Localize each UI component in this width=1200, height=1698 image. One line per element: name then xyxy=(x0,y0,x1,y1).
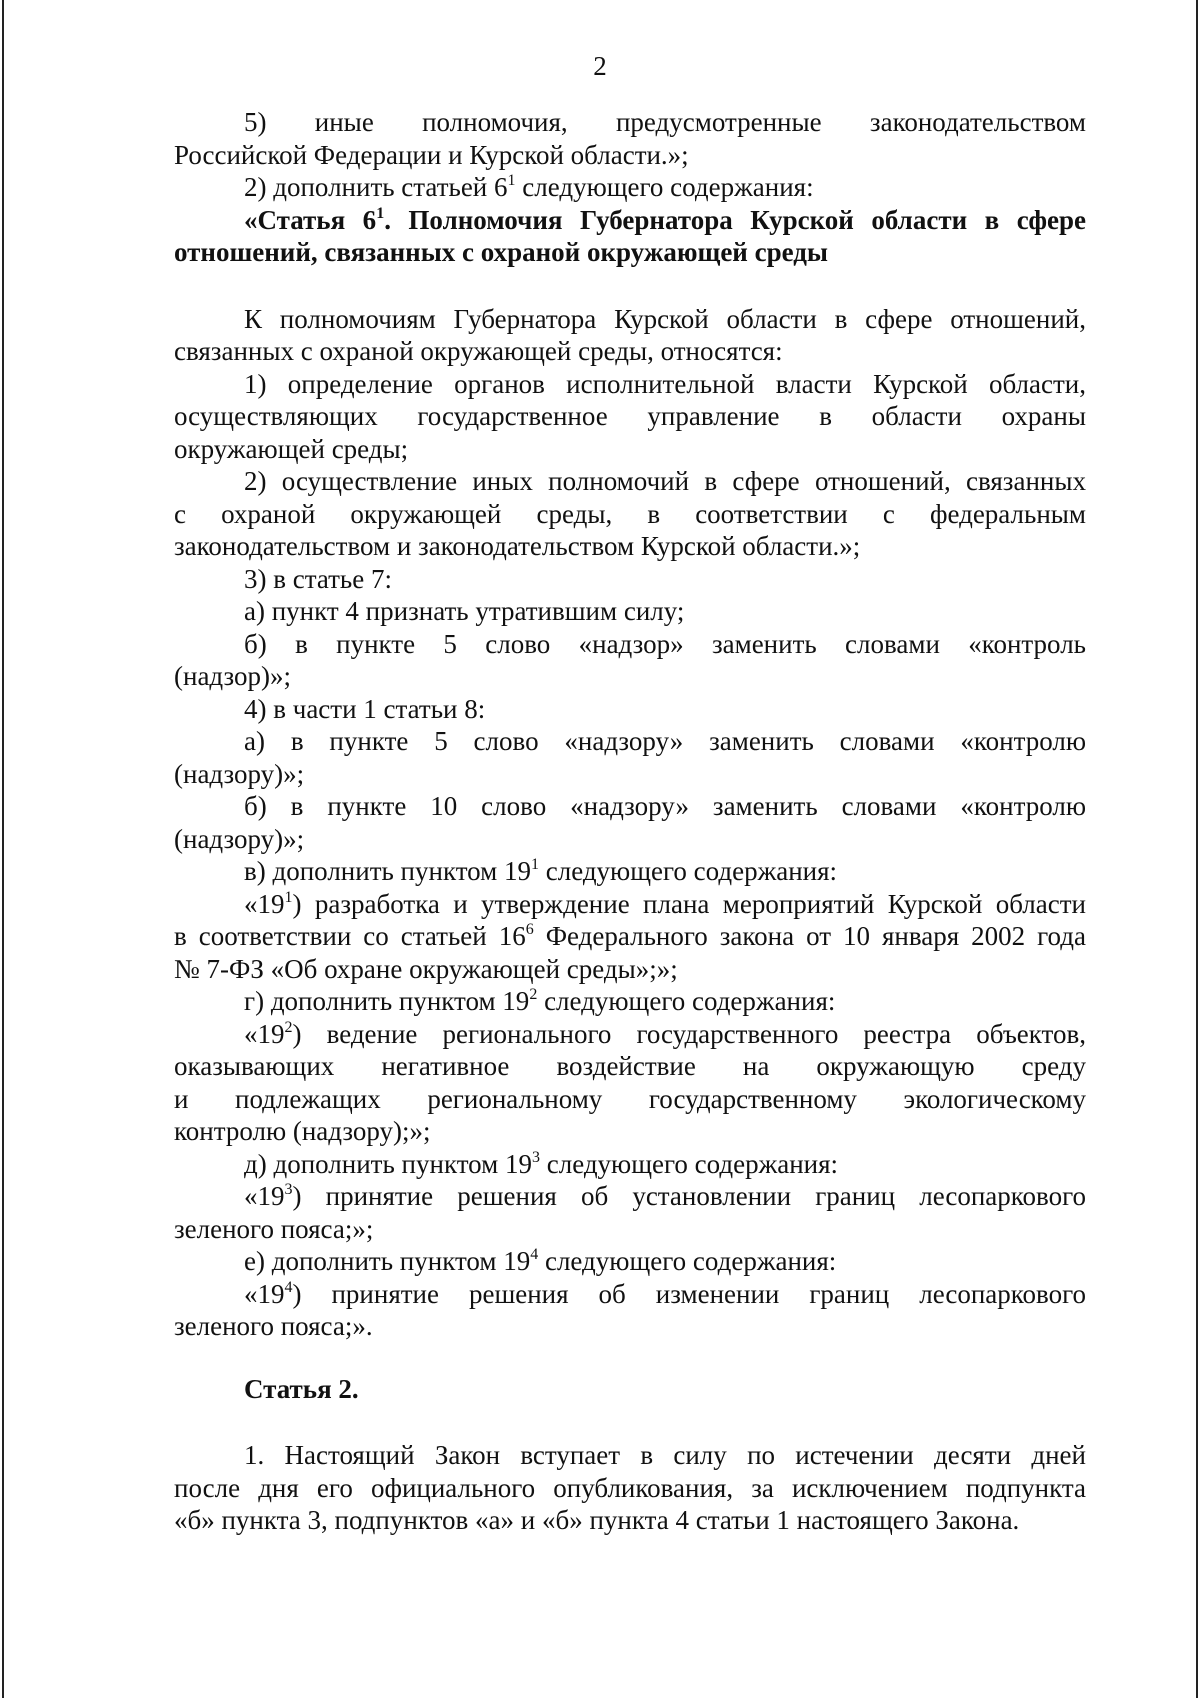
text-segment: следующего содержания: xyxy=(538,856,838,886)
text-line xyxy=(174,1472,1086,1505)
text-segment: 2) осуществление иных полномочий в сфере отношений, связанных xyxy=(244,466,1086,496)
text-segment: 1) определение органов исполнительной власти Курской области, xyxy=(244,368,1086,399)
text-segment: е) дополнить пунктом 19 xyxy=(244,1246,531,1276)
text-line xyxy=(174,1278,1086,1311)
text-segment: зеленого пояса;». xyxy=(174,1311,373,1341)
text-segment: «Статья 6 xyxy=(244,204,377,235)
text-line xyxy=(174,530,1086,563)
text-segment: (надзору)»; xyxy=(174,758,305,789)
text-line xyxy=(174,1115,1086,1148)
spacer xyxy=(174,269,1086,303)
superscript: 6 xyxy=(525,921,534,938)
text-segment: а) в пункте 5 слово «надзору» заменить словами «контролю xyxy=(244,726,1086,756)
text-line xyxy=(174,758,1086,791)
superscript: 2 xyxy=(284,1018,293,1036)
text-line xyxy=(174,1213,1086,1246)
superscript: 1 xyxy=(376,204,385,222)
article-heading xyxy=(174,236,1086,269)
text-segment: № 7-ФЗ «Об охране окружающей среды»;»; xyxy=(174,953,678,984)
text-line xyxy=(174,563,1086,596)
text-line xyxy=(174,1083,1086,1116)
text-segment: Федерального закона от 10 января 2002 года xyxy=(533,921,1086,951)
text-segment: следующего содержания: xyxy=(539,1148,839,1179)
superscript: 1 xyxy=(284,888,293,906)
text-line xyxy=(174,790,1086,823)
text-segment: К полномочиям Губернатора Курской области в сфере отношений, xyxy=(244,303,1086,334)
text-segment: оказывающих негативное воздействие на окружающую среду xyxy=(174,1051,1086,1081)
text-line xyxy=(174,400,1086,433)
spacer xyxy=(174,1343,1086,1373)
text-segment: с охраной окружающей среды, в соответствии с федеральным xyxy=(174,498,1086,529)
text-segment: в соответствии со статьей 16 xyxy=(174,921,526,951)
text-segment: ) принятие решения об изменении границ лесопаркового xyxy=(292,1278,1086,1309)
text-line xyxy=(174,920,1086,953)
text-segment: Статья 2. xyxy=(244,1373,359,1404)
text-segment: и подлежащих региональному государственному экологическому xyxy=(174,1083,1086,1114)
text-segment: (надзор)»; xyxy=(174,661,291,691)
text-line xyxy=(174,628,1086,661)
text-segment: 4) в части 1 статьи 8: xyxy=(244,693,486,724)
text-segment: в) дополнить пунктом 19 xyxy=(244,856,531,886)
text-line xyxy=(174,985,1086,1018)
text-line xyxy=(174,855,1086,888)
text-segment: окружающей среды; xyxy=(174,433,409,464)
text-line xyxy=(174,139,1086,172)
text-segment: «19 xyxy=(244,1018,285,1049)
text-line xyxy=(174,1018,1086,1051)
text-line xyxy=(174,335,1086,368)
text-segment: отношений, связанных с охраной окружающей среды xyxy=(174,237,828,267)
text-segment: следующего содержания: xyxy=(537,986,836,1016)
document-body xyxy=(174,106,1086,1537)
text-line xyxy=(174,725,1086,758)
superscript: 1 xyxy=(530,856,539,873)
text-segment: 2) дополнить статьей 6 xyxy=(244,172,508,202)
text-segment: а) пункт 4 признать утратившим силу; xyxy=(244,596,685,626)
text-segment: после дня его официального опубликования, за исключением подпункта xyxy=(174,1472,1086,1503)
superscript: 3 xyxy=(284,1181,293,1198)
text-line xyxy=(174,1148,1086,1181)
text-line xyxy=(174,465,1086,498)
spacer xyxy=(174,1405,1086,1439)
text-segment: «б» пункта 3, подпунктов «а» и «б» пункта 4 статьи 1 настоящего Закона. xyxy=(174,1505,1020,1535)
text-line xyxy=(174,1504,1086,1537)
text-segment: д) дополнить пунктом 19 xyxy=(244,1148,532,1179)
text-segment: ) ведение регионального государственного реестра объектов, xyxy=(292,1018,1086,1049)
text-line xyxy=(174,1050,1086,1083)
text-segment: г) дополнить пунктом 19 xyxy=(244,986,530,1016)
text-segment: законодательством и законодательством Курской области.»; xyxy=(174,531,861,561)
text-line xyxy=(174,498,1086,531)
article-heading xyxy=(174,204,1086,237)
text-segment: «19 xyxy=(244,888,285,919)
text-segment: 1. Настоящий Закон вступает в силу по истечении десяти дней xyxy=(244,1440,1086,1470)
text-segment: б) в пункте 5 слово «надзор» заменить словами «контроль xyxy=(244,628,1086,659)
article-2-heading xyxy=(174,1373,1086,1406)
text-line xyxy=(174,1310,1086,1343)
superscript: 4 xyxy=(530,1246,539,1263)
text-line xyxy=(174,303,1086,336)
text-line xyxy=(174,888,1086,921)
text-segment: осуществляющих государственное управление в области охраны xyxy=(174,401,1086,431)
text-segment: ) принятие решения об установлении границ лесопаркового xyxy=(292,1181,1086,1211)
text-line xyxy=(174,1245,1086,1278)
text-line xyxy=(174,1180,1086,1213)
text-line xyxy=(174,171,1086,204)
text-segment: . Полномочия Губернатора Курской области в сфере xyxy=(384,204,1086,235)
text-line xyxy=(174,693,1086,726)
text-line xyxy=(174,660,1086,693)
page-number: 2 xyxy=(593,51,607,81)
scan-border-right xyxy=(1196,0,1198,1698)
text-segment: ) разработка и утверждение плана мероприятий Курской области xyxy=(292,888,1086,919)
text-line xyxy=(174,368,1086,401)
scan-border-left xyxy=(2,0,4,1698)
text-segment: 5) иные полномочия, предусмотренные законодательством xyxy=(244,107,1086,137)
text-segment: Российской Федерации и Курской области.»; xyxy=(174,139,689,170)
text-line xyxy=(174,953,1086,986)
text-segment: «19 xyxy=(244,1278,285,1309)
superscript: 2 xyxy=(529,986,538,1003)
superscript: 1 xyxy=(507,172,516,189)
text-segment: «19 xyxy=(244,1181,285,1211)
text-segment: б) в пункте 10 слово «надзору» заменить словами «контролю xyxy=(244,791,1086,821)
text-line xyxy=(174,1439,1086,1472)
text-segment: 3) в статье 7: xyxy=(244,563,392,594)
text-segment: зеленого пояса;»; xyxy=(174,1213,374,1244)
text-line xyxy=(174,106,1086,139)
superscript: 4 xyxy=(284,1278,293,1296)
text-line xyxy=(174,823,1086,856)
text-segment: контролю (надзору);»; xyxy=(174,1116,431,1146)
superscript: 3 xyxy=(531,1148,540,1166)
text-segment: связанных с охраной окружающей среды, относятся: xyxy=(174,336,783,366)
text-segment: следующего содержания: xyxy=(515,172,814,202)
text-segment: (надзору)»; xyxy=(174,823,305,854)
text-line xyxy=(174,433,1086,466)
text-segment: следующего содержания: xyxy=(538,1246,837,1276)
text-line xyxy=(174,595,1086,628)
